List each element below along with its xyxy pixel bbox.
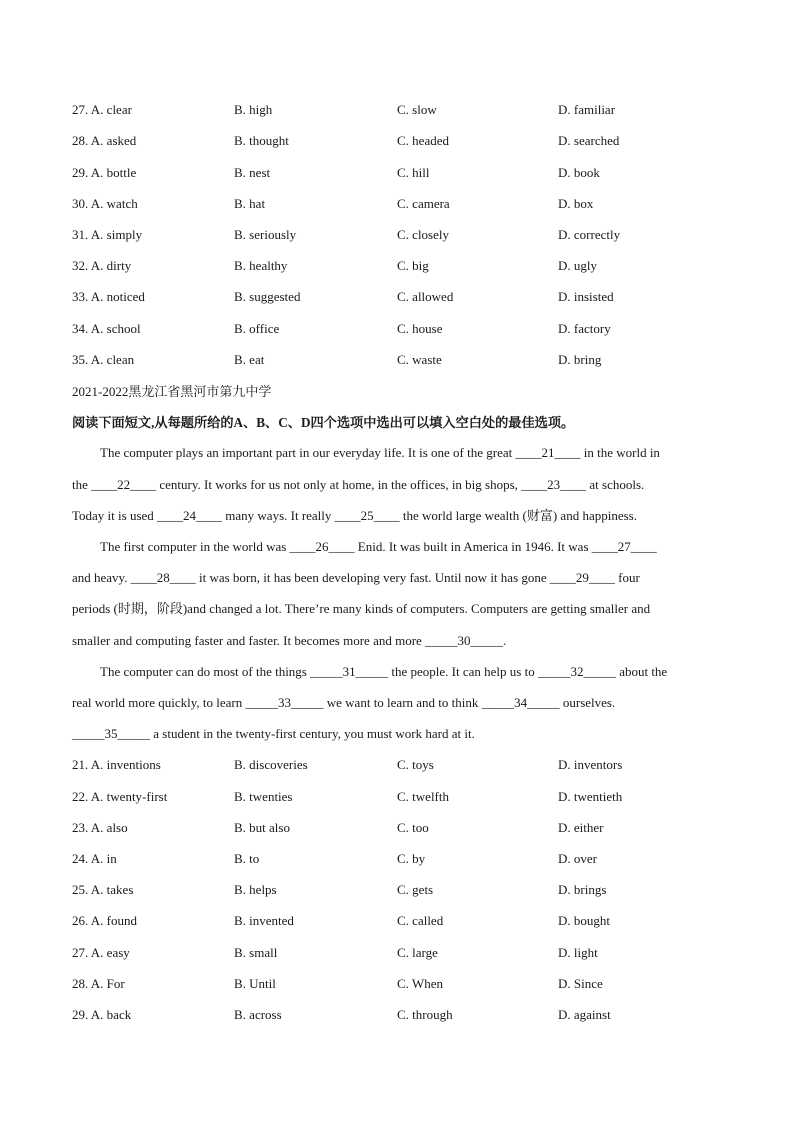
option-a: 34. A. school — [72, 321, 141, 336]
option-b: B. Until — [234, 976, 276, 991]
passage-line: _____35_____ a student in the twenty-first century, you must work hard at it. — [72, 726, 475, 741]
option-row — [0, 880, 794, 900]
option-a: 27. A. easy — [72, 945, 130, 960]
option-b: B. to — [234, 851, 260, 866]
option-row — [0, 131, 794, 151]
option-row — [0, 943, 794, 963]
passage-line: The computer plays an important part in our everyday life. It is one of the great ____21____ in the world in — [100, 445, 660, 460]
option-c: C. through — [397, 1007, 453, 1022]
option-a: 27. A. clear — [72, 102, 132, 117]
option-b: B. thought — [234, 133, 289, 148]
option-c: C. large — [397, 945, 438, 960]
option-a: 28. A. asked — [72, 133, 137, 148]
option-d: D. brings — [558, 882, 607, 897]
option-c: C. toys — [397, 757, 434, 772]
option-a: 32. A. dirty — [72, 258, 132, 273]
option-b: B. small — [234, 945, 278, 960]
option-row — [0, 225, 794, 245]
passage-line: The computer can do most of the things _____31_____ the people. It can help us to _____32_____ about the — [100, 664, 668, 679]
option-b: B. across — [234, 1007, 282, 1022]
option-row — [0, 974, 794, 994]
option-d: D. familiar — [558, 102, 616, 117]
option-a: 26. A. found — [72, 913, 137, 928]
option-row — [0, 256, 794, 276]
option-c: C. allowed — [397, 289, 454, 304]
option-d: D. box — [558, 196, 594, 211]
passage-line: Today it is used ____24____ many ways. It really ____25____ the world large wealth (财富) and happiness. — [72, 508, 637, 523]
option-b: B. office — [234, 321, 280, 336]
option-row — [0, 194, 794, 214]
option-d: D. inventors — [558, 757, 623, 772]
option-c: C. too — [397, 820, 429, 835]
passage-line: and heavy. ____28____ it was born, it has been developing very fast. Until now it has gone ____29____ four — [72, 570, 640, 585]
option-a: 21. A. inventions — [72, 757, 161, 772]
passage-line: The first computer in the world was ____26____ Enid. It was built in America in 1946. It was ____27____ — [100, 539, 657, 554]
option-a: 22. A. twenty-first — [72, 789, 168, 804]
option-b: B. eat — [234, 352, 265, 367]
option-b: B. twenties — [234, 789, 293, 804]
option-d: D. insisted — [558, 289, 614, 304]
option-a: 33. A. noticed — [72, 289, 145, 304]
option-c: C. When — [397, 976, 443, 991]
option-c: C. hill — [397, 165, 430, 180]
option-c: C. camera — [397, 196, 450, 211]
option-d: D. searched — [558, 133, 620, 148]
option-a: 30. A. watch — [72, 196, 138, 211]
option-b: B. invented — [234, 913, 294, 928]
option-c: C. by — [397, 851, 426, 866]
option-a: 35. A. clean — [72, 352, 135, 367]
option-c: C. gets — [397, 882, 434, 897]
option-row — [0, 911, 794, 931]
option-c: C. slow — [397, 102, 437, 117]
option-b: B. healthy — [234, 258, 288, 273]
option-b: B. but also — [234, 820, 290, 835]
option-row — [0, 350, 794, 370]
option-row — [0, 319, 794, 339]
option-b: B. suggested — [234, 289, 301, 304]
option-d: D. twentieth — [558, 789, 623, 804]
option-d: D. bring — [558, 352, 602, 367]
option-b: B. discoveries — [234, 757, 308, 772]
option-c: C. called — [397, 913, 444, 928]
option-c: C. headed — [397, 133, 449, 148]
option-b: B. high — [234, 102, 273, 117]
option-c: C. big — [397, 258, 429, 273]
option-b: B. nest — [234, 165, 271, 180]
option-row — [0, 787, 794, 807]
passage-line: periods (时期，阶段)and changed a lot. There’re many kinds of computers. Computers are getting smaller and — [72, 601, 651, 616]
option-b: B. helps — [234, 882, 277, 897]
option-row — [0, 818, 794, 838]
option-d: D. correctly — [558, 227, 621, 242]
option-c: C. closely — [397, 227, 449, 242]
option-a: 25. A. takes — [72, 882, 134, 897]
option-row — [0, 849, 794, 869]
passage-line: the ____22____ century. It works for us not only at home, in the offices, in big shops, ____23____ at schools. — [72, 477, 645, 492]
option-a: 31. A. simply — [72, 227, 143, 242]
option-a: 28. A. For — [72, 976, 125, 991]
option-a: 29. A. bottle — [72, 165, 137, 180]
option-row — [0, 287, 794, 307]
option-d: D. against — [558, 1007, 611, 1022]
option-b: B. seriously — [234, 227, 297, 242]
option-c: C. twelfth — [397, 789, 449, 804]
option-c: C. house — [397, 321, 443, 336]
passage-line: smaller and computing faster and faster. It becomes more and more _____30_____. — [72, 633, 507, 648]
option-a: 29. A. back — [72, 1007, 132, 1022]
instruction-text: 阅读下面短文,从每题所给的A、B、C、D四个选项中选出可以填入空白处的最佳选项。 — [72, 415, 575, 430]
option-d: D. light — [558, 945, 598, 960]
option-row — [0, 163, 794, 183]
option-d: D. over — [558, 851, 597, 866]
option-d: D. factory — [558, 321, 611, 336]
option-d: D. book — [558, 165, 600, 180]
option-b: B. hat — [234, 196, 266, 211]
option-a: 23. A. also — [72, 820, 128, 835]
option-a: 24. A. in — [72, 851, 117, 866]
option-d: D. bought — [558, 913, 610, 928]
option-d: D. ugly — [558, 258, 597, 273]
option-row — [0, 1005, 794, 1025]
option-row — [0, 755, 794, 775]
option-row — [0, 100, 794, 120]
option-d: D. either — [558, 820, 604, 835]
source-label: 2021-2022黑龙江省黑河市第九中学 — [72, 384, 272, 399]
passage-line: real world more quickly, to learn _____33_____ we want to learn and to think _____34_____ ourselves. — [72, 695, 616, 710]
option-d: D. Since — [558, 976, 603, 991]
option-c: C. waste — [397, 352, 442, 367]
